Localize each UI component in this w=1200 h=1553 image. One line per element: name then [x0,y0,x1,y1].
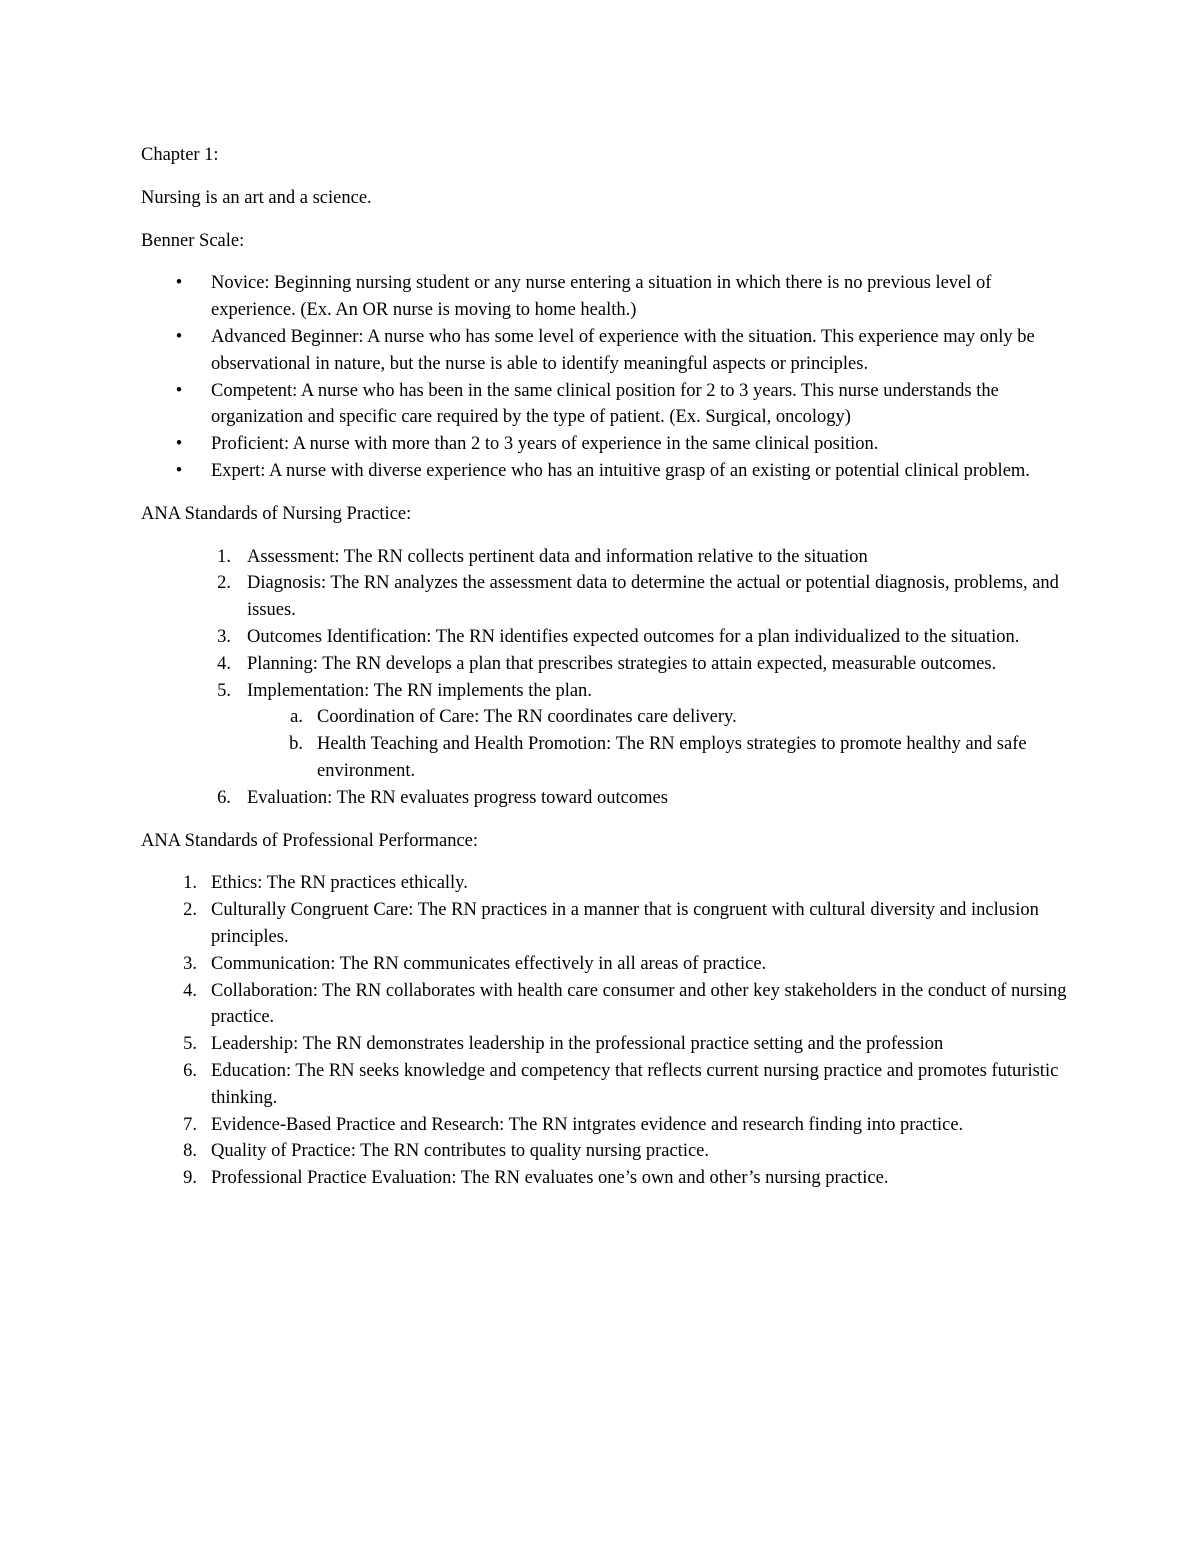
list-item-text: Advanced Beginner: A nurse who has some level of experience with the situation. This experience may only be observational in nature, but the nurse is able to identify meaningful aspects or principles. [211,326,1035,374]
list-item [141,951,1071,978]
list-number: 6. [217,787,231,808]
list-number: 3. [183,953,197,974]
list-item-text: Quality of Practice: The RN contributes to quality nursing practice. [211,1141,710,1162]
list-item [141,431,1071,458]
sub-list-item-text: Health Teaching and Health Promotion: The RN employs strategies to promote healthy and safe environment. [317,734,1027,781]
list-item-text: Novice: Beginning nursing student or any nurse entering a situation in which there is no previous level of experience. (Ex. An OR nurse is moving to home health.) [211,273,992,321]
list-item [141,1112,1071,1139]
list-number: 5. [217,680,231,701]
list-item-text: Competent: A nurse who has been in the same clinical position for 2 to 3 years. This nurse understands the organization and specific care required by the type of patient. (Ex. Surgical, oncology) [211,380,999,428]
intro-sentence: Nursing is an art and a science. [141,187,372,208]
bullet-icon: • [175,273,183,294]
list-item [141,458,1071,485]
list-item [141,897,1071,951]
list-number: 3. [217,626,231,647]
list-item [141,1031,1071,1058]
list-item-text: Diagnosis: The RN analyzes the assessment data to determine the actual or potential diagnosis, problems, and issues. [247,573,1059,621]
list-number: 9. [183,1168,197,1189]
list-item [141,270,1071,324]
list-item-text: Leadership: The RN demonstrates leadership in the professional practice setting and the profession [211,1034,944,1055]
practice-heading: ANA Standards of Nursing Practice: [141,503,412,524]
list-item-text: Culturally Congruent Care: The RN practices in a manner that is congruent with cultural diversity and inclusion principles. [211,900,1039,947]
benner-list [141,270,1071,484]
performance-heading: ANA Standards of Professional Performance: [141,830,479,851]
sub-list-letter: b. [289,734,303,755]
sub-list-letter: a. [290,707,303,728]
implementation-sublist [247,704,1071,784]
list-item [141,651,1071,678]
list-item-text: Ethics: The RN practices ethically. [211,873,468,894]
list-item-text: Education: The RN seeks knowledge and competency that reflects current nursing practice and promotes futuristic thinking. [211,1060,1059,1108]
list-number: 4. [183,980,197,1001]
list-item [141,1058,1071,1112]
list-number: 6. [183,1060,197,1081]
list-item-text: Proficient: A nurse with more than 2 to 3 years of experience in the same clinical position. [211,434,879,455]
list-item [141,978,1071,1032]
performance-list [141,870,1071,1192]
practice-list [141,544,1071,812]
list-item-text: Expert: A nurse with diverse experience who has an intuitive grasp of an existing or potential clinical problem. [211,460,1030,481]
list-item [141,324,1071,378]
document-page [141,142,1071,1208]
list-item-text: Collaboration: The RN collaborates with health care consumer and other key stakeholders in the conduct of nursing practice. [211,980,1067,1028]
list-number: 2. [183,900,197,921]
bullet-icon: • [175,380,183,401]
list-item-text: Professional Practice Evaluation: The RN evaluates one’s own and other’s nursing practice. [211,1168,889,1189]
list-item [141,1138,1071,1165]
list-item [141,870,1071,897]
list-number: 8. [183,1141,197,1162]
sub-list-item [247,731,1071,785]
sub-list-item-text: Coordination of Care: The RN coordinates care delivery. [317,707,737,728]
list-item [141,1165,1071,1192]
list-item [141,624,1071,651]
list-number: 1. [183,873,197,894]
list-item-text: Evidence-Based Practice and Research: The RN intgrates evidence and research finding into practice. [211,1114,964,1135]
list-item-text: Planning: The RN develops a plan that prescribes strategies to attain expected, measurable outcomes. [247,653,997,674]
bullet-icon: • [175,326,183,347]
bullet-icon: • [175,460,183,481]
list-item [141,378,1071,432]
list-item-text: Assessment: The RN collects pertinent data and information relative to the situation [247,546,868,567]
list-item [141,544,1071,571]
list-number: 7. [183,1114,197,1135]
benner-heading: Benner Scale: [141,230,245,251]
list-item [141,570,1071,624]
list-number: 2. [217,573,231,594]
list-number: 1. [217,546,231,567]
list-item-text: Implementation: The RN implements the plan. [247,680,592,701]
list-item-text: Outcomes Identification: The RN identifies expected outcomes for a plan individualized to the situation. [247,626,1020,647]
sub-list-item [247,704,1071,731]
list-number: 5. [183,1034,197,1055]
chapter-title: Chapter 1: [141,145,219,165]
list-item [141,785,1071,812]
list-item-text: Evaluation: The RN evaluates progress toward outcomes [247,787,668,808]
list-number: 4. [217,653,231,674]
bullet-icon: • [175,434,183,455]
list-item-text: Communication: The RN communicates effectively in all areas of practice. [211,953,767,974]
list-item [141,678,1071,785]
